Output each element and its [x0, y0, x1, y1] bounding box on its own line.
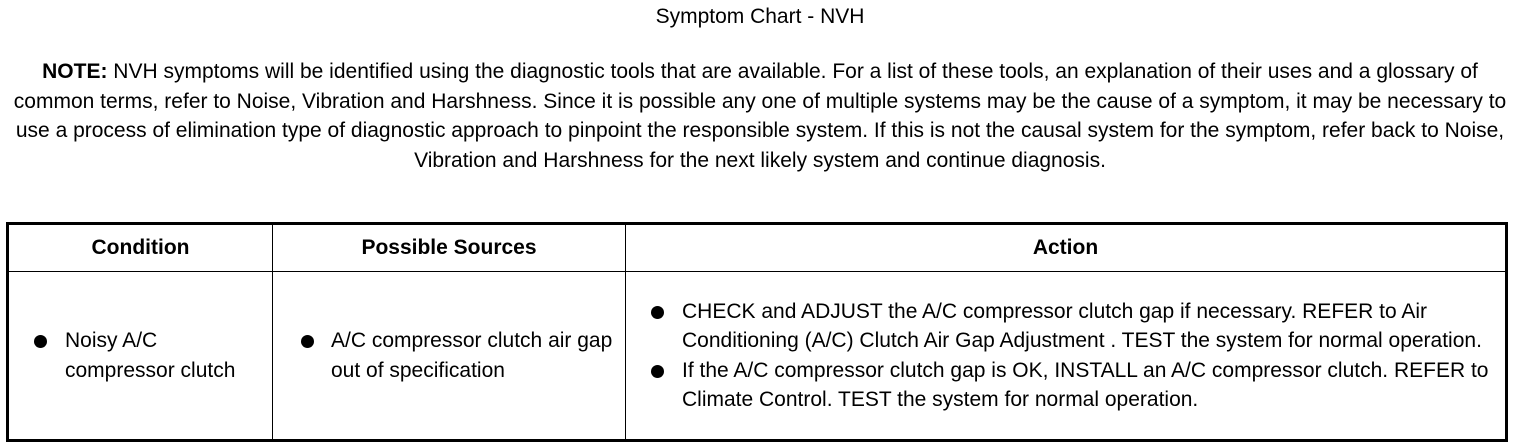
header-action: Action [626, 224, 1507, 272]
bullet-icon [34, 335, 47, 348]
source-text: A/C compressor clutch air gap out of specification [331, 329, 613, 382]
bullet-icon [651, 365, 664, 378]
action-text: If the A/C compressor clutch gap is OK, INSTALL an A/C compressor clutch. REFER to Climate Control. TEST the system for normal operation. [682, 358, 1489, 411]
table-row [8, 272, 1507, 441]
note-label: NOTE: [42, 60, 108, 83]
condition-item [65, 326, 262, 385]
symptom-table [6, 222, 1508, 442]
action-text: CHECK and ADJUST the A/C compressor clutch gap if necessary. REFER to Air Conditioning (A/C) Clutch Air Gap Adjustment . TEST the system for normal operation. [682, 299, 1482, 352]
page-title: Symptom Chart - NVH [655, 5, 865, 28]
table-header-row [8, 224, 1507, 272]
bullet-icon [301, 335, 314, 348]
note-text: NVH symptoms will be identified using the diagnostic tools that are available. For a list of these tools, an explanation of their uses and a glossary of common terms, refer to Noise, Vibration and Harshness. Since it is possible any one of multiple systems may be the cause of a symptom, it may be necessary to use a process of elimination type of diagnostic approach to pinpoint the responsible system. If this is not the causal system for the symptom, refer back to Noise, Vibration and Harshness for the next likely system and continue diagnosis. [13, 60, 1507, 172]
note-paragraph [4, 57, 1516, 175]
condition-text: Noisy A/C compressor clutch [65, 329, 236, 382]
source-item [331, 326, 619, 385]
sources-cell [273, 272, 626, 441]
action-item [682, 297, 1499, 356]
action-cell [626, 272, 1507, 441]
header-condition: Condition [8, 224, 273, 272]
header-possible-sources: Possible Sources [273, 224, 626, 272]
bullet-icon [651, 306, 664, 319]
action-item [682, 356, 1499, 415]
condition-cell [8, 272, 273, 441]
